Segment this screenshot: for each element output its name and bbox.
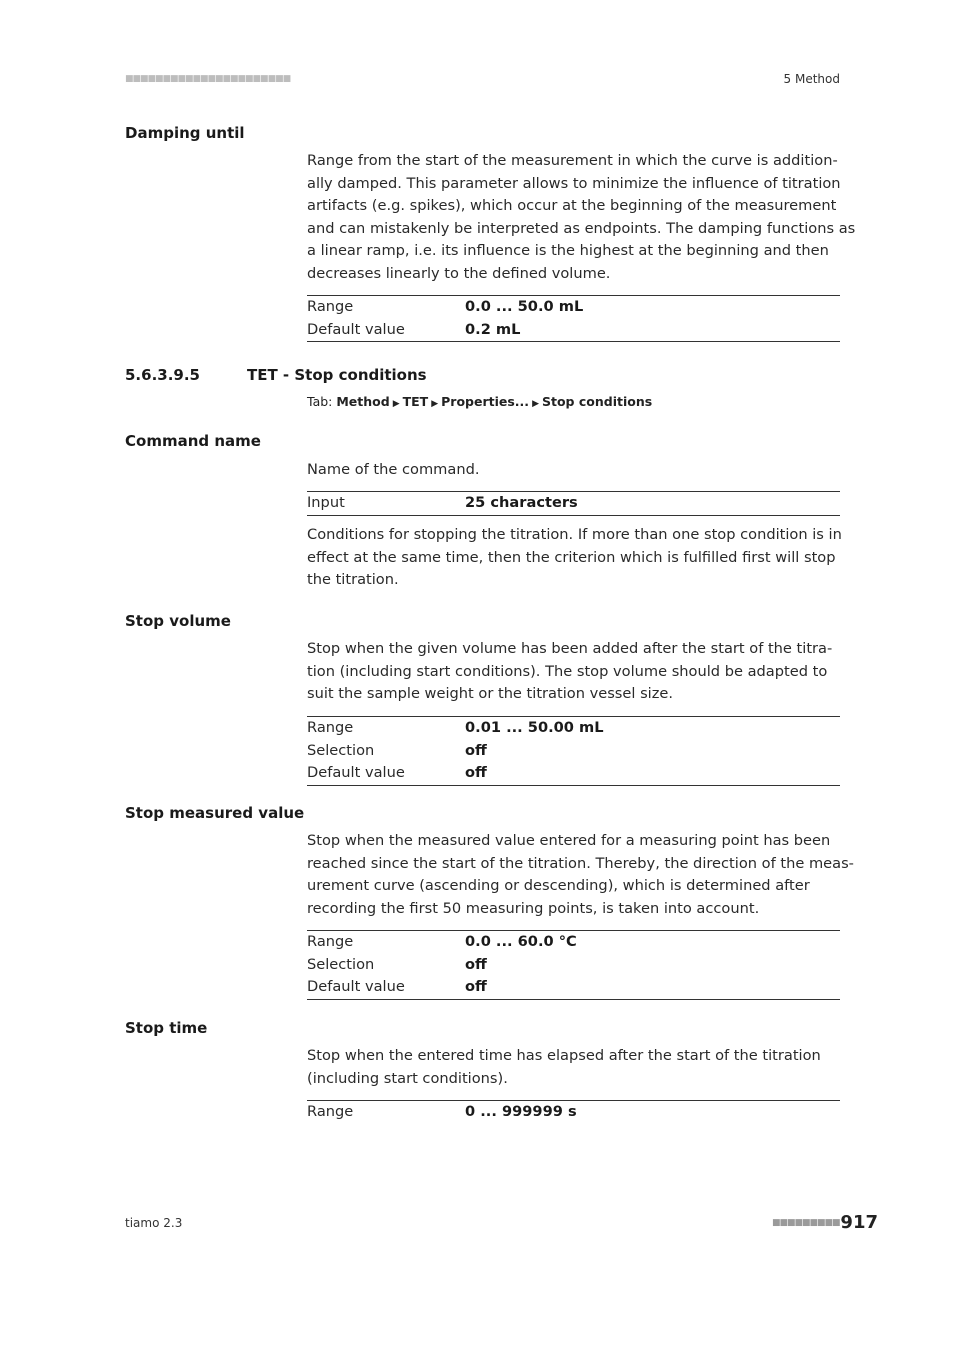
tab-path: Tab: Method ▶ TET ▶ Properties... ▶ Stop conditions: [307, 394, 653, 409]
chapter-title: 5 Method: [783, 72, 840, 86]
table-row: Range 0 ... 999999 s: [307, 1103, 577, 1120]
stop-time-param-table: [307, 1100, 840, 1124]
stop-conditions-description: Conditions for stopping the titration. If more than one stop condition is in effect at the same time, then the criterion which is fulfilled first will stop the titration.: [307, 526, 842, 588]
triangle-right-icon: ▶: [532, 399, 539, 409]
footer-decoration: ■■■■■■■■■: [772, 1218, 840, 1228]
term-stop-measured-value: Stop measured value: [125, 804, 305, 822]
term-stop-time: Stop time: [125, 1019, 208, 1037]
stop-measured-value-description: Stop when the measured value entered for a measuring point has been reached since the start of the titration. Thereby, the direction of the meas- urement curve (ascending or descending), which is determined after recording the first 50 measuring points, is taken into account.: [307, 832, 854, 917]
table-row: Selection off: [307, 741, 487, 759]
table-row: Selection off: [307, 955, 487, 973]
section-title: TET - Stop conditions: [247, 366, 427, 384]
header-decoration: ■■■■■■■■■■■■■■■■■■■■■■: [125, 74, 291, 84]
command-name-param-table: [307, 491, 840, 516]
page-number: 917: [840, 1212, 878, 1233]
triangle-right-icon: ▶: [431, 399, 439, 409]
table-row: Default value 0.2 mL: [307, 320, 521, 338]
footer-product: tiamo 2.3: [125, 1216, 183, 1230]
table-row: Default value off: [307, 764, 487, 781]
table-row: Range 0.01 ... 50.00 mL: [307, 719, 604, 736]
damping-param-table: [307, 295, 840, 342]
stop-measured-value-param-table: [307, 930, 840, 1000]
stop-volume-param-table: [307, 716, 840, 786]
stop-time-description: Stop when the entered time has elapsed after the start of the titration (including start conditions).: [307, 1047, 821, 1087]
table-row: Range 0.0 ... 60.0 °C: [307, 933, 577, 950]
triangle-right-icon: ▶: [392, 399, 400, 409]
term-command-name: Command name: [125, 432, 261, 450]
table-row: Input 25 characters: [307, 494, 578, 511]
term-damping-until: Damping until: [125, 124, 245, 142]
table-row: Range 0.0 ... 50.0 mL: [307, 298, 584, 315]
stop-volume-description: Stop when the given volume has been added after the start of the titra- tion (including start conditions). The stop volume should be adapted to suit the sample weight or the titration vessel size.: [307, 640, 833, 702]
command-name-description: Name of the command.: [307, 461, 480, 478]
table-row: Default value off: [307, 978, 487, 995]
damping-description: Range from the start of the measurement in which the curve is addition- ally damped. This parameter allows to minimize the influence of titration artifacts (e.g. spikes), which occur at the beginning of the measurement and can mistakenly be interpreted as endpoints. The damping functions as a linear ramp, i.e. its influence is the highest at the beginning and then decreases linearly to the defined volume.: [307, 152, 856, 282]
term-stop-volume: Stop volume: [125, 612, 231, 630]
section-number: 5.6.3.9.5: [125, 366, 200, 384]
